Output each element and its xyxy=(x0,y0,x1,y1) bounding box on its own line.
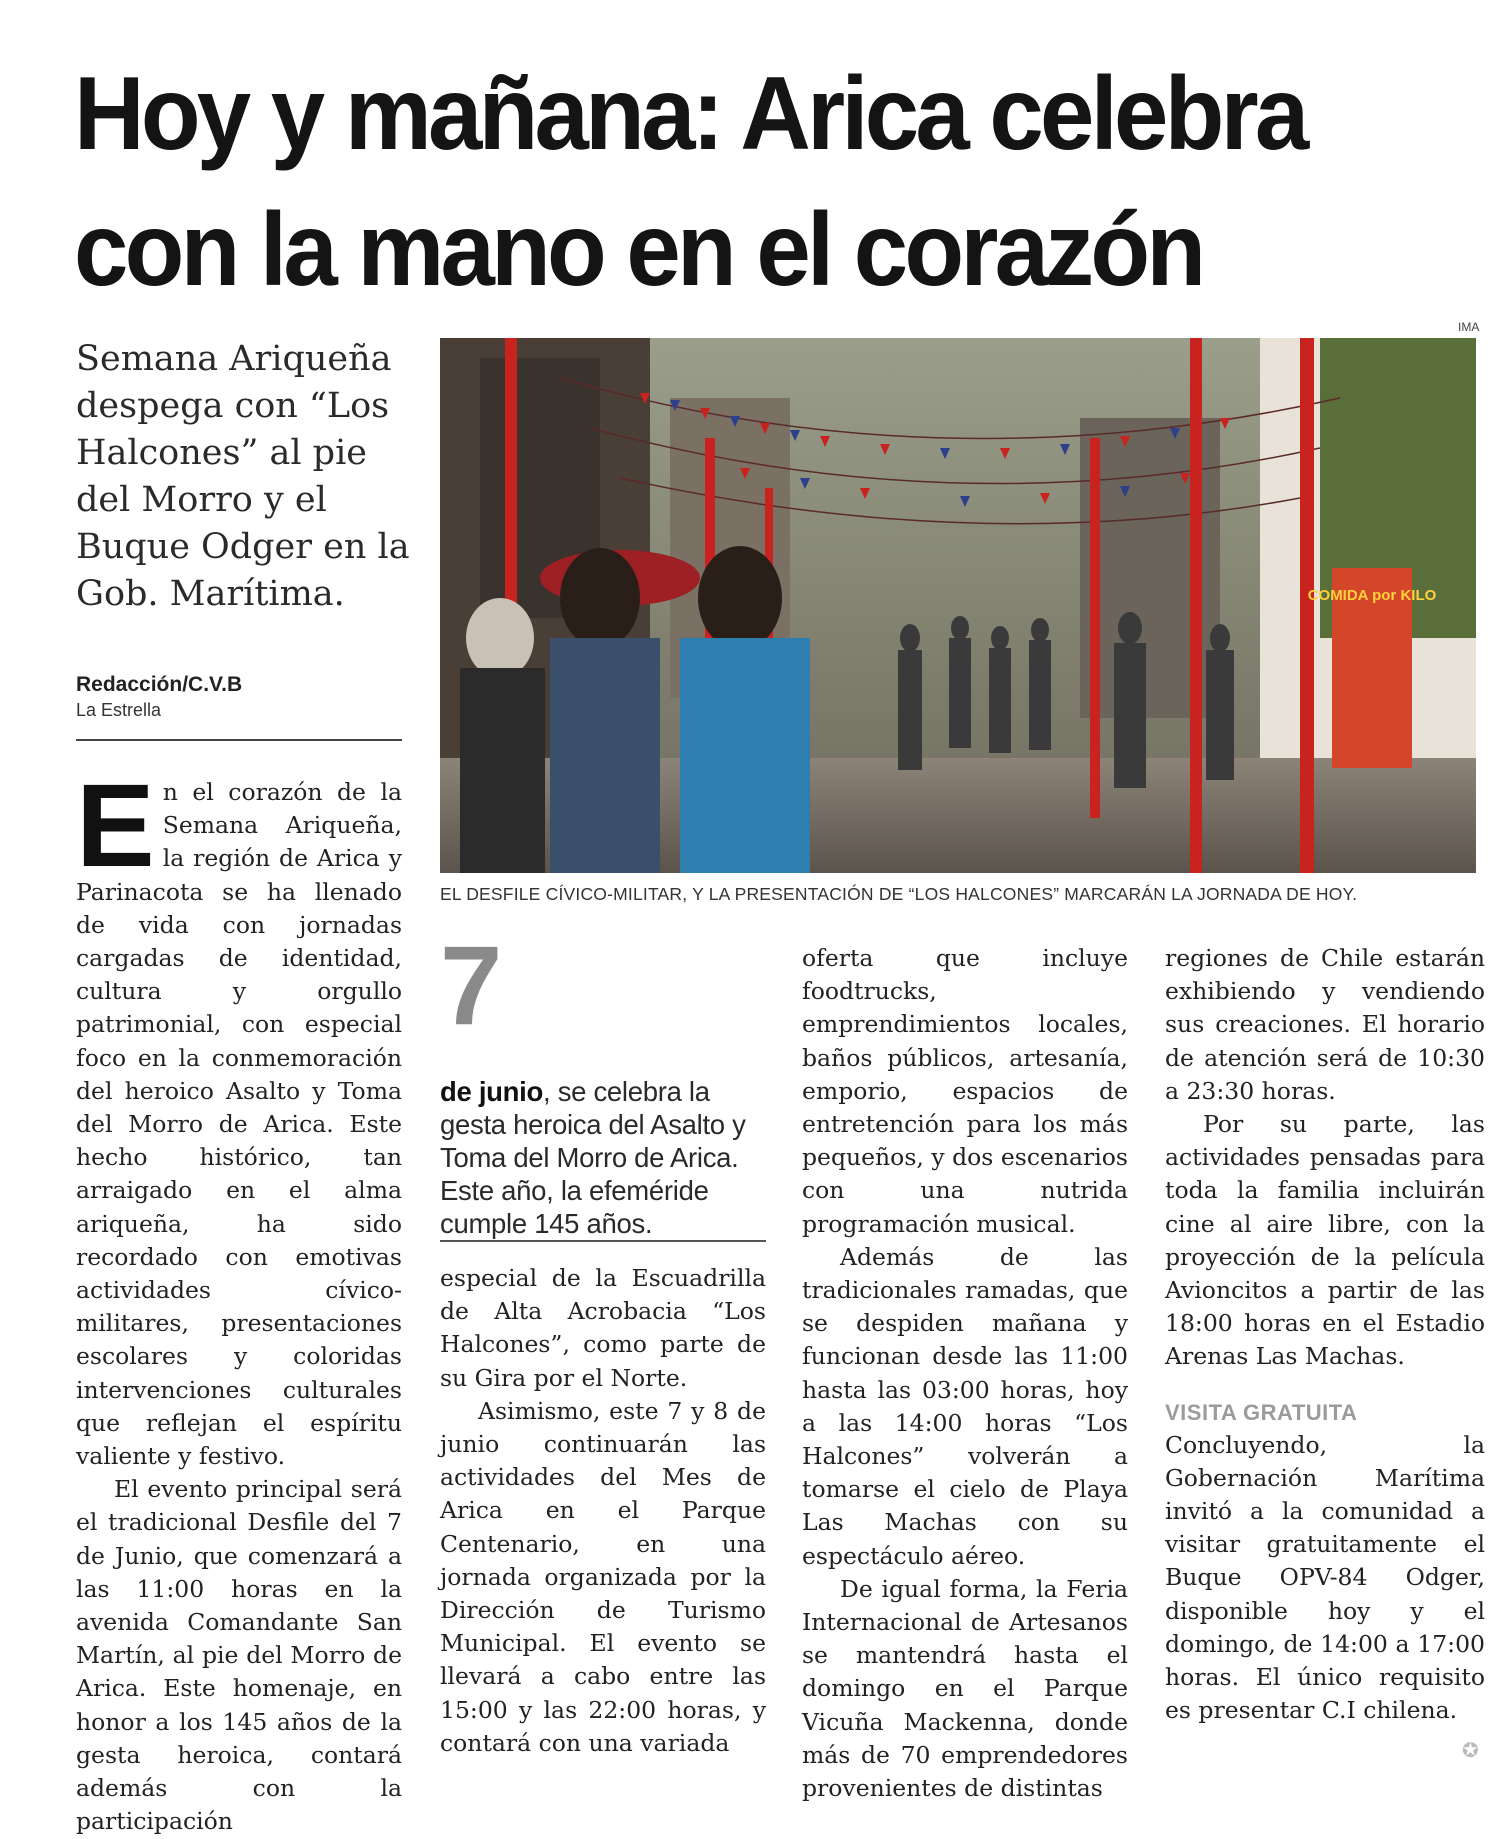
paragraph: De igual forma, la Feria Internacional de Artesanos se mantendrá hasta el domingo en el Parque Vicuña Mackenna, donde más de 70 emprendedores provenientes de distintas xyxy=(802,1574,1128,1803)
paragraph: oferta que incluye foodtrucks, emprendimientos locales, baños públicos, artesanía, emporio, espacios de entretención para los más pequeños, y dos escenarios con una nutrida programación musical. xyxy=(802,944,1128,1238)
headline-line-1: Hoy y mañana: Arica celebra xyxy=(74,56,1306,172)
paragraph: Por su parte, las actividades pensadas para toda la familia incluirán cine al aire libre, con la proyección de la película Avioncitos a partir de las 18:00 horas en el Estadio Arenas Las Machas. xyxy=(1165,1110,1485,1371)
paragraph: especial de la Escuadrilla de Alta Acrobacia “Los Halcones”, como parte de su Gira por el Norte. xyxy=(440,1264,766,1392)
photo-credit: IMA xyxy=(1458,320,1480,334)
photo-caption: EL DESFILE CÍVICO-MILITAR, Y LA PRESENTACIÓN DE “LOS HALCONES” MARCARÁN LA JORNADA DE HOY. xyxy=(440,884,1358,904)
pull-quote xyxy=(440,1075,770,1240)
author: Redacción/C.V.B xyxy=(76,673,243,696)
paragraph: n el corazón de la Semana Ariqueña, la región de Arica y Parinacota se ha llenado de vida con jornadas cargadas de identidad, cultura y orgullo patrimonial, con especial foco en la conmemoración del heroico Asalto y Toma del Morro de Arica. Este hecho histórico, tan arraigado en el alma ariqueña, ha sido recordado con emotivas actividades cívico-militares, presentaciones escolares y coloridas intervenciones culturales que reflejan el espíritu valiente y festivo. xyxy=(76,778,402,1471)
street-photo xyxy=(440,338,1476,873)
column-2 xyxy=(440,1262,766,1760)
pull-quote-text: , se celebra la gesta heroica del Asalto y Toma del Morro de Arica. Este año, la efeméride cumple 145 años. xyxy=(440,1076,746,1239)
headline-line-2: con la mano en el corazón xyxy=(74,192,1203,308)
byline-divider xyxy=(76,739,402,741)
paragraph: regiones de Chile estarán exhibiendo y vendiendo sus creaciones. El horario de atención será de 10:30 a 23:30 horas. xyxy=(1165,944,1485,1105)
comida-sign-text: COMIDA por KILO xyxy=(1307,587,1437,604)
deck-subtitle: Semana Ariqueña despega con “Los Halcones” al pie del Morro y el Buque Odger en la Gob. Marítima. xyxy=(76,339,410,614)
publication: La Estrella xyxy=(76,700,162,720)
pull-quote-bold: de junio xyxy=(440,1076,544,1107)
pull-quote-divider xyxy=(440,1240,766,1242)
paragraph: Asimismo, este 7 y 8 de junio continuarán las actividades del Mes de Arica en el Parque Centenario, en una jornada organizada por la Dirección de Turismo Municipal. El evento se llevará a cabo entre las 15:00 y las 22:00 horas, y contará con una variada xyxy=(440,1396,766,1757)
star-icon: ✪ xyxy=(1462,1738,1479,1762)
pull-quote-number: 7 xyxy=(440,923,503,1048)
paragraph: Además de las tradicionales ramadas, que se despiden mañana y funcionan desde las 11:00 hasta las 03:00 horas, hoy a las 14:00 horas “Los Halcones” volverán a tomarse el cielo de Playa Las Machas con su espectáculo aéreo. xyxy=(802,1242,1128,1570)
paragraph: Concluyendo, la Gobernación Marítima invitó a la comunidad a visitar gratuitamente el Buque OPV-84 Odger, disponible hoy y el domingo, de 14:00 a 17:00 horas. El único requisito es presentar C.I chilena. xyxy=(1165,1430,1485,1725)
byline xyxy=(76,672,402,722)
dropcap: E xyxy=(76,760,155,892)
column-1 xyxy=(76,760,402,1839)
paragraph: El evento principal será el tradicional Desfile del 7 de Junio, que comenzará a las 11:00 horas en la avenida Comandante San Martín, al pie del Morro de Arica. Este homenaje, en honor a los 145 años de la gesta heroica, contará además con la participación xyxy=(76,1475,402,1836)
subheading: VISITA GRATUITA xyxy=(1165,1399,1358,1425)
column-4 xyxy=(1165,942,1485,1727)
column-3 xyxy=(802,942,1128,1805)
headline xyxy=(74,46,1390,318)
